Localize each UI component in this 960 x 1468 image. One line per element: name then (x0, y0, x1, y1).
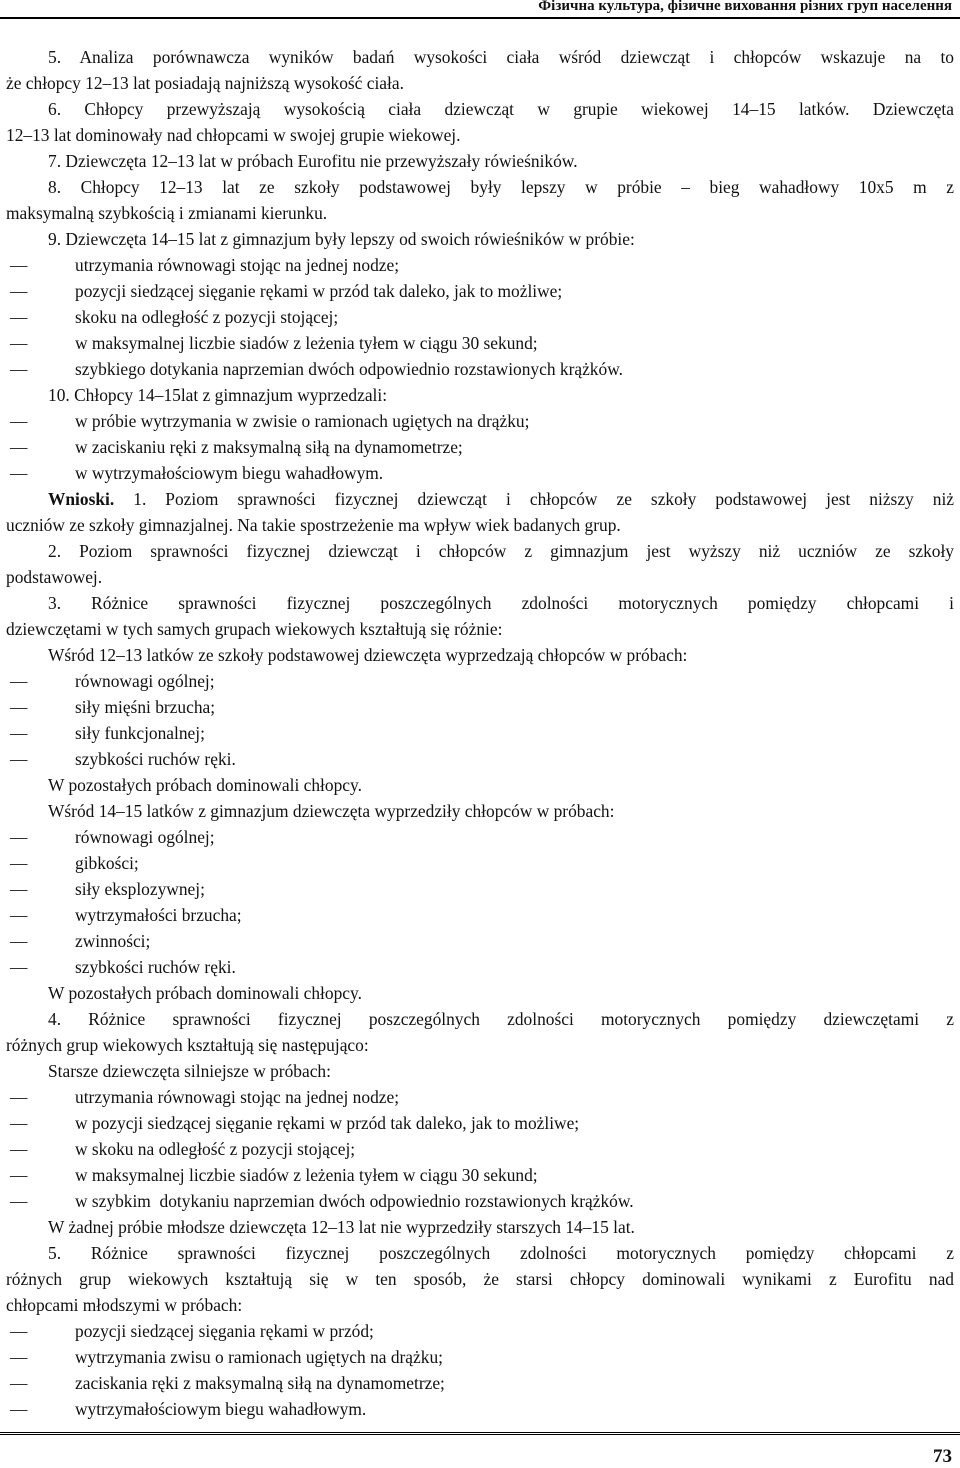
list-item: — pozycji siedzącej sięgania rękami w przód; (6, 1318, 954, 1344)
list-item: — zaciskania ręki z maksymalną siłą na dynamometrze; (6, 1370, 954, 1396)
conclusion-3-group-a-rest: W pozostałych próbach dominowali chłopcy. (48, 775, 362, 795)
list-item: — szybkości ruchów ręki. (6, 954, 954, 980)
item-5-line-1: 5. Analiza porównawcza wyników badań wysokości ciała wśród dziewcząt i chłopców wskazuje na to (48, 47, 954, 67)
article-body (6, 44, 954, 1422)
conclusion-3-group-b: Wśród 14–15 latków z gimnazjum dziewczęta wyprzedziły chłopców w próbach: (48, 801, 615, 821)
list-item: — w pozycji siedzącej sięganie rękami w przód tak daleko, jak to możliwe; (6, 1110, 954, 1136)
list-item: — pozycji siedzącej sięganie rękami w przód tak daleko, jak to możliwe; (6, 278, 954, 304)
conclusion-1-text: 1. Poziom sprawności fizycznej dziewcząt i chłopców ze szkoły podstawowej jest niższy niż (133, 489, 954, 509)
item-10: 10. Chłopcy 14–15lat z gimnazjum wyprzedzali: (48, 385, 388, 405)
list-item: — wytrzymania zwisu o ramionach ugiętych na drążku; (6, 1344, 954, 1370)
list-item: — w wytrzymałościowym biegu wahadłowym. (6, 460, 954, 486)
item-6-line-1: 6. Chłopcy przewyższają wysokością ciała dziewcząt w grupie wiekowej 14–15 latków. Dziewczęta (48, 99, 954, 119)
list-item: — w maksymalnej liczbie siadów z leżenia tyłem w ciągu 30 sekund; (6, 330, 954, 356)
page-number: 73 (933, 1446, 952, 1467)
conclusion-4-line-2: różnych grup wiekowych kształtują się następująco: (6, 1035, 369, 1055)
item-9: 9. Dziewczęta 14–15 lat z gimnazjum były lepszy od swoich rówieśników w próbie: (48, 229, 635, 249)
conclusion-4-line-1: 4. Różnice sprawności fizycznej poszczególnych zdolności motorycznych pomiędzy dziewczętami z (48, 1009, 954, 1029)
journal-title: Фізична культура, фізичне виховання різних груп населення (538, 0, 952, 14)
conclusion-1-line-1 (6, 486, 954, 512)
conclusion-1-line-2: uczniów ze szkoły gimnazjalnej. Na takie spostrzeżenie ma wpływ wiek badanych grup. (6, 515, 621, 535)
list-item: — skoku na odległość z pozycji stojącej; (6, 304, 954, 330)
list-item: — w szybkim dotykaniu naprzemian dwóch odpowiednio rozstawionych krążków. (6, 1188, 954, 1214)
list-item: — siły mięśni brzucha; (6, 694, 954, 720)
conclusion-5-line-2: różnych grup wiekowych kształtują się w ten sposób, że starsi chłopcy dominowali wynikami z Eurofitu nad (6, 1269, 954, 1289)
list-item: — utrzymania równowagi stojąc na jednej nodze; (6, 1084, 954, 1110)
list-item: — wytrzymałości brzucha; (6, 902, 954, 928)
conclusion-2-line-2: podstawowej. (6, 567, 103, 587)
conclusion-5-line-1: 5. Różnice sprawności fizycznej poszczególnych zdolności motorycznych pomiędzy chłopcami z (48, 1243, 954, 1263)
conclusion-3-group-a: Wśród 12–13 latków ze szkoły podstawowej dziewczęta wyprzedzają chłopców w próbach: (48, 645, 688, 665)
item-6-line-2: 12–13 lat dominowały nad chłopcami w swojej grupie wiekowej. (6, 125, 461, 145)
list-item: — w skoku na odległość z pozycji stojącej; (6, 1136, 954, 1162)
conclusions-heading: Wnioski. (48, 489, 115, 509)
list-item: — zwinności; (6, 928, 954, 954)
conclusion-2-line-1: 2. Poziom sprawności fizycznej dziewcząt i chłopców z gimnazjum jest wyższy niż uczniów ze szkoły (48, 541, 954, 561)
list-item: — utrzymania równowagi stojąc na jednej nodze; (6, 252, 954, 278)
conclusion-3-line-2: dziewczętami w tych samych grupach wiekowych kształtują się różnie: (6, 619, 503, 639)
item-5-line-2: że chłopcy 12–13 lat posiadają najniższą wysokość ciała. (6, 73, 404, 93)
list-item: — w zaciskaniu ręki z maksymalną siłą na dynamometrze; (6, 434, 954, 460)
list-item: — szybkiego dotykania naprzemian dwóch odpowiednio rozstawionych krążków. (6, 356, 954, 382)
item-7: 7. Dziewczęta 12–13 lat w próbach Eurofitu nie przewyższały rówieśników. (48, 151, 578, 171)
list-item: — siły eksplozywnej; (6, 876, 954, 902)
list-item: — równowagi ogólnej; (6, 668, 954, 694)
list-item: — siły funkcjonalnej; (6, 720, 954, 746)
list-item: — gibkości; (6, 850, 954, 876)
list-item: — w maksymalnej liczbie siadów z leżenia tyłem w ciągu 30 sekund; (6, 1162, 954, 1188)
item-8-line-2: maksymalną szybkością i zmianami kierunku. (6, 203, 328, 223)
footer-rule (0, 1432, 960, 1435)
conclusion-3-group-b-rest: W pozostałych próbach dominowali chłopcy. (48, 983, 362, 1003)
list-item: — w próbie wytrzymania w zwisie o ramionach ugiętych na drążku; (6, 408, 954, 434)
running-header (0, 0, 960, 19)
conclusion-4-rest: W żadnej próbie młodsze dziewczęta 12–13 lat nie wyprzedziły starszych 14–15 lat. (48, 1217, 635, 1237)
item-8-line-1: 8. Chłopcy 12–13 lat ze szkoły podstawowej były lepszy w próbie – bieg wahadłowy 10x5 m z (48, 177, 954, 197)
list-item: — równowagi ogólnej; (6, 824, 954, 850)
conclusion-5-line-3: chłopcami młodszymi w próbach: (6, 1295, 243, 1315)
conclusion-4-group: Starsze dziewczęta silniejsze w próbach: (48, 1061, 331, 1081)
list-item: — wytrzymałościowym biegu wahadłowym. (6, 1396, 954, 1422)
conclusion-3-line-1: 3. Różnice sprawności fizycznej poszczególnych zdolności motorycznych pomiędzy chłopcami i (48, 593, 954, 613)
list-item: — szybkości ruchów ręki. (6, 746, 954, 772)
